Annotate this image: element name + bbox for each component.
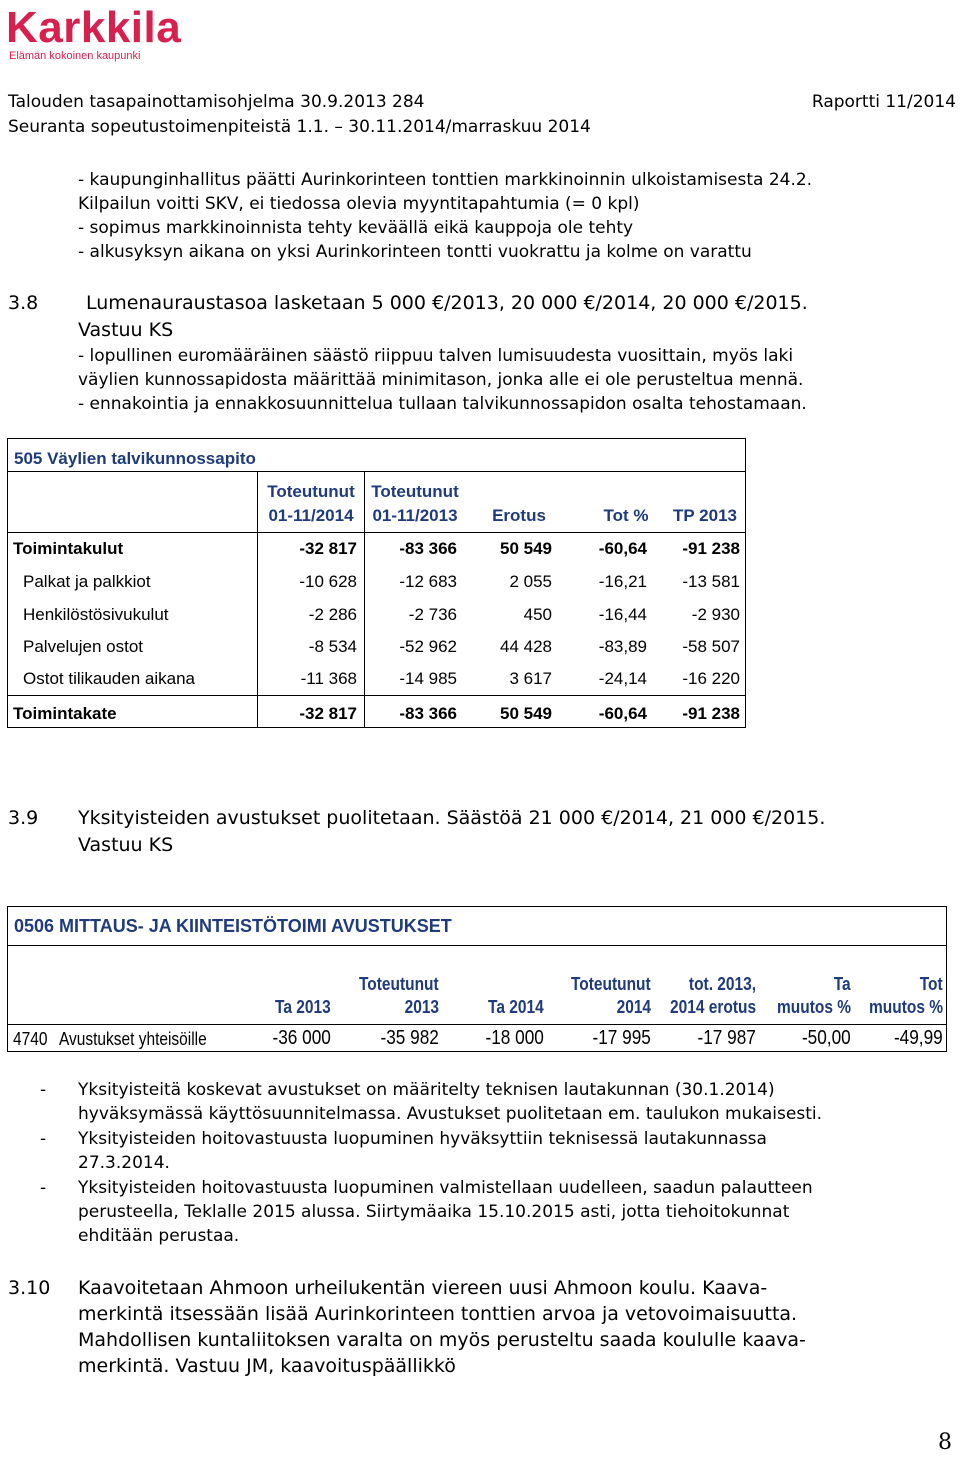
bullet-dash: - [40,1080,47,1100]
section-number: 3.10 [8,1277,51,1299]
cell-value: -16 220 [682,669,740,688]
col-header: 2013 [404,997,439,1017]
city-logo [6,2,182,66]
cell-value: -12 683 [399,572,457,591]
cell-value: -91 238 [682,704,740,723]
cell-value: 2 055 [509,572,552,591]
row-label: Ostot tilikauden aikana [23,669,195,688]
logo-wordmark: Karkkila [6,3,182,52]
cell-value: 450 [523,605,552,624]
col-header: 2014 [616,997,651,1017]
cell-value: 50 549 [500,539,552,558]
cell-value: -36 000 [272,1027,331,1049]
section-line: Mahdollisen kuntaliitoksen varalta on myös perusteltu saada koululle kaava- [78,1329,806,1351]
logo-tagline: Elämän kokoinen kaupunki [9,50,141,62]
intro-line: Kilpailun voitti SKV, ei tiedossa olevia myyntitapahtumia (= 0 kpl) [78,194,640,214]
cell-value: 50 549 [500,704,552,723]
cell-value: -60,64 [598,539,647,558]
cell-value: -17 987 [697,1027,756,1049]
cell-value: -14 985 [399,669,457,688]
section-line: merkintä itsessään lisää Aurinkorinteen tonttien arvoa ja vetovoimaisuutta. [78,1303,798,1325]
cell-value: -32 817 [299,704,357,723]
cell-value: -32 817 [299,539,357,558]
col-header: 01-11/2013 [372,506,458,525]
cell-value: -18 000 [485,1027,544,1049]
col-header: Toteutunut [371,482,459,501]
row-label: Palvelujen ostot [23,637,144,656]
intro-line: - sopimus markkinoinnista tehty keväällä eikä kauppoja ole tehty [78,218,634,238]
bullet-line: Yksityisteiden hoitovastuusta luopuminen valmistellaan uudelleen, saadun palautteen [78,1178,813,1198]
col-header: 01-11/2014 [268,506,354,525]
cell-value: -83,89 [598,637,647,656]
section-title: Lumenauraustasoa lasketaan 5 000 €/2013, 20 000 €/2014, 20 000 €/2015. [86,292,808,314]
table-title-box [7,906,947,946]
cell-value: -17 995 [592,1027,651,1049]
cell-value: 44 428 [500,637,552,656]
table-0506 [7,906,949,1056]
row-divider [7,1024,947,1025]
row-label: Avustukset yhteisöille [59,1029,207,1049]
cell-value: 3 617 [509,669,552,688]
page-number: 8 [938,1430,952,1455]
header-report: Raportti 11/2014 [811,92,956,112]
cell-value: -11 368 [300,669,357,688]
row-label: Toimintakulut [13,539,124,558]
cell-value: -52 962 [399,637,457,656]
col-header: muutos % [869,997,943,1017]
section-line: Kaavoitetaan Ahmoon urheilukentän viereen uusi Ahmoon koulu. Kaava- [78,1277,768,1299]
cell-value: -16,44 [598,605,647,624]
col-header: Toteutunut [267,482,355,501]
section-title: Yksityisteiden avustukset puolitetaan. Säästöä 21 000 €/2014, 21 000 €/2015. [78,807,826,829]
header-title: Talouden tasapainottamisohjelma 30.9.2013 284 [8,92,425,112]
col-header: Toteutunut [571,974,651,994]
cell-value: -16,21 [598,572,647,591]
intro-line: - alkusyksyn aikana on yksi Aurinkorinteen tontti vuokrattu ja kolme on varattu [78,242,752,262]
row-label: Palkat ja palkkiot [23,572,151,591]
intro-line: - kaupunginhallitus päätti Aurinkorinteen tonttien markkinoinnin ulkoistamisesta 24.2. [78,170,813,190]
col-header: Erotus [492,506,546,525]
col-header: 2014 erotus [669,997,756,1017]
col-header: muutos % [777,997,851,1017]
table-title-box [7,438,746,472]
section-number: 3.9 [8,807,39,829]
table-title: 505 Väylien talvikunnossapito [14,449,256,468]
section-line: väylien kunnossapidosta määrittää minimitason, jonka alle ei ole perusteltua mennä. [78,370,804,390]
col-header: Ta 2014 [488,997,544,1017]
bullet-line: Yksityisteitä koskevat avustukset on määritelty teknisen lautakunnan (30.1.2014) [78,1080,775,1100]
bullet-line: 27.3.2014. [78,1153,170,1173]
col-header: Ta [834,974,851,994]
col-header: Tot [920,974,943,994]
cell-value: -2 736 [408,605,457,624]
cell-value: -50,00 [802,1027,851,1049]
table-505 [7,438,748,728]
col-header: Ta 2013 [275,997,331,1017]
cell-value: -2 930 [691,605,740,624]
section-responsible: Vastuu KS [78,319,174,341]
cell-value: -91 238 [682,539,740,558]
col-header: Tot % [603,506,649,525]
col-header: TP 2013 [673,506,737,525]
cell-value: -49,99 [894,1027,943,1049]
cell-value: -2 286 [308,605,357,624]
bullet-line: Yksityisteiden hoitovastuusta luopuminen hyväksyttiin teknisessä lautakunnassa [78,1129,767,1149]
cell-value: -13 581 [682,572,740,591]
bullet-dash: - [40,1178,47,1198]
row-code: 4740 [13,1029,48,1049]
cell-value: -83 366 [399,539,457,558]
section-line: - ennakointia ja ennakkosuunnittelua tullaan talvikunnossapidon osalta tehostamaan. [78,394,807,414]
header-subtitle: Seuranta sopeutustoimenpiteistä 1.1. – 30.11.2014/marraskuu 2014 [8,117,591,137]
bullet-dash: - [40,1129,47,1149]
row-label: Henkilöstösivukulut [23,605,169,624]
cell-value: -35 982 [380,1027,439,1049]
table-title: 0506 MITTAUS- JA KIINTEISTÖTOIMI AVUSTUKSET [14,916,452,936]
cell-value: -83 366 [399,704,457,723]
bullet-line: perusteella, Teklalle 2015 alussa. Siirtymäaika 15.10.2015 asti, jotta tiehoitokunnat [78,1202,790,1222]
row-label: Toimintakate [13,704,117,723]
bullet-line: ehditään perustaa. [78,1226,240,1246]
section-line: - lopullinen euromääräinen säästö riippuu talven lumisuudesta vuosittain, myös laki [78,346,794,366]
cell-value: -24,14 [598,669,647,688]
cell-value: -8 534 [308,637,357,656]
col-header: tot. 2013, [688,974,756,994]
cell-value: -10 628 [299,572,357,591]
row-divider [7,532,745,533]
cell-value: -58 507 [682,637,740,656]
bullet-line: hyväksymässä käyttösuunnitelmassa. Avustukset puolitetaan em. taulukon mukaisesti. [78,1104,822,1124]
section-responsible: Vastuu KS [78,834,174,856]
cell-value: -60,64 [598,704,647,723]
section-line: merkintä. Vastuu JM, kaavoituspäällikkö [78,1355,456,1377]
row-divider [7,695,745,696]
col-header: Toteutunut [359,974,439,994]
section-number: 3.8 [8,292,39,314]
